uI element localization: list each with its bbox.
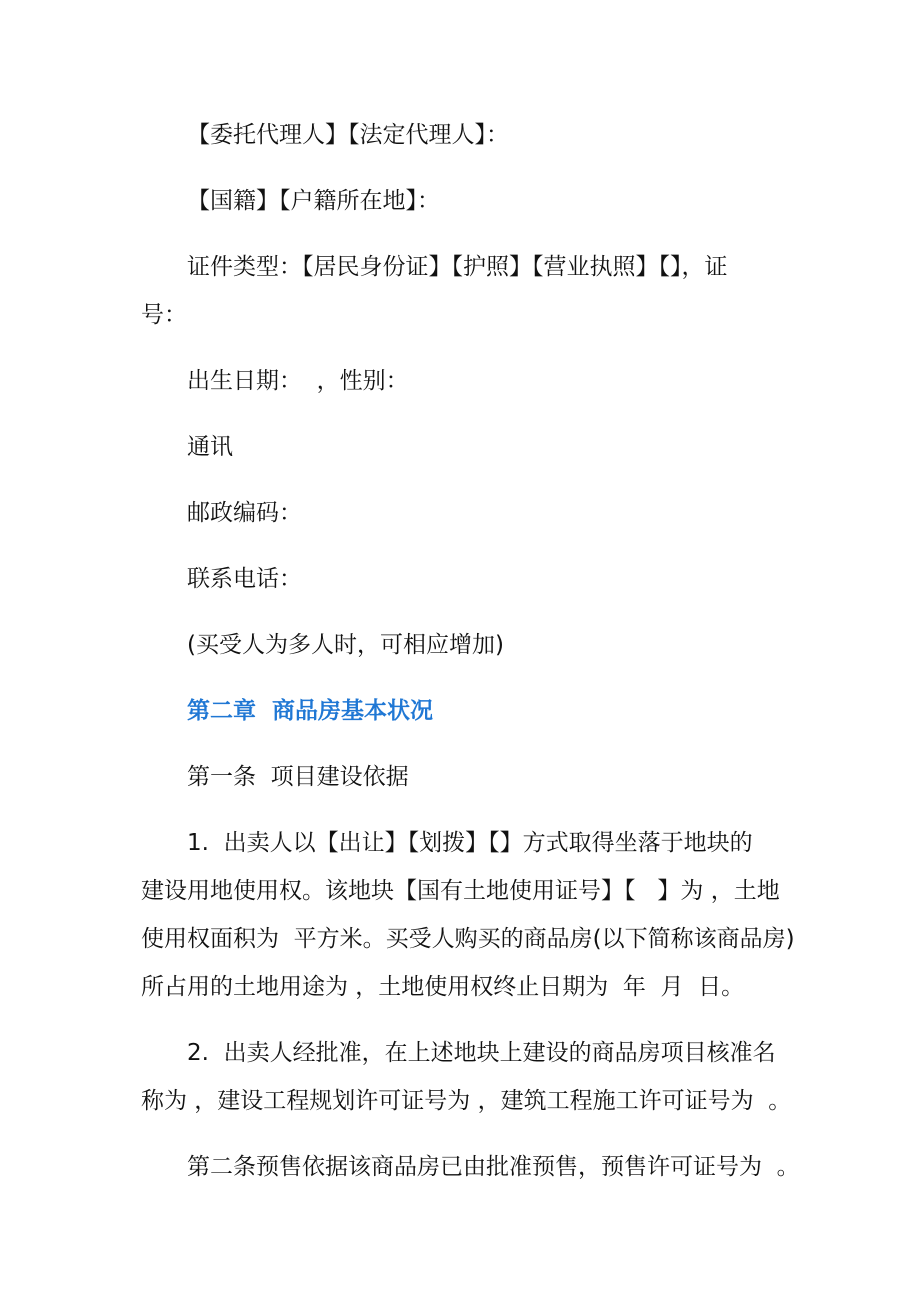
clause-1-line-3: 使用权面积为 平方米。买受人购买的商品房(以下简称该商品房) <box>141 926 795 952</box>
phone-line: 联系电话： <box>187 566 302 592</box>
address-line: 通讯 <box>187 434 233 460</box>
id-type-line: 证件类型：【居民身份证】【护照】【营业执照】【】，证 <box>187 254 728 280</box>
birth-gender-line: 出生日期： ，性别： <box>187 368 409 394</box>
multiple-buyers-note: (买受人为多人时，可相应增加) <box>187 632 504 658</box>
clause-1-line-2: 建设用地使用权。该地块【国有土地使用证号】【 】为 ，土地 <box>141 878 780 904</box>
agent-type-line: 【委托代理人】【法定代理人】： <box>187 122 509 148</box>
chapter-two-heading: 第二章 商品房基本状况 <box>187 698 434 724</box>
clause-1-line-4: 所占用的土地用途为 ，土地使用权终止日期为 年 月 日。 <box>141 974 745 1000</box>
id-number-line: 号： <box>141 302 187 328</box>
postal-code-line: 邮政编码： <box>187 500 302 526</box>
clause-1-line-1: 1. 出卖人以【出让】【划拨】【】方式取得坐落于地块的 <box>187 830 753 856</box>
clause-2-line-1: 2. 出卖人经批准，在上述地块上建设的商品房项目核准名 <box>187 1040 776 1066</box>
article-two-line: 第二条预售依据该商品房已由批准预售，预售许可证号为 。 <box>187 1154 800 1180</box>
article-one-title: 第一条 项目建设依据 <box>187 764 409 790</box>
nationality-line: 【国籍】【户籍所在地】： <box>187 188 440 214</box>
clause-2-line-2: 称为 ，建设工程规划许可证号为 ，建筑工程施工许可证号为 。 <box>141 1088 792 1114</box>
